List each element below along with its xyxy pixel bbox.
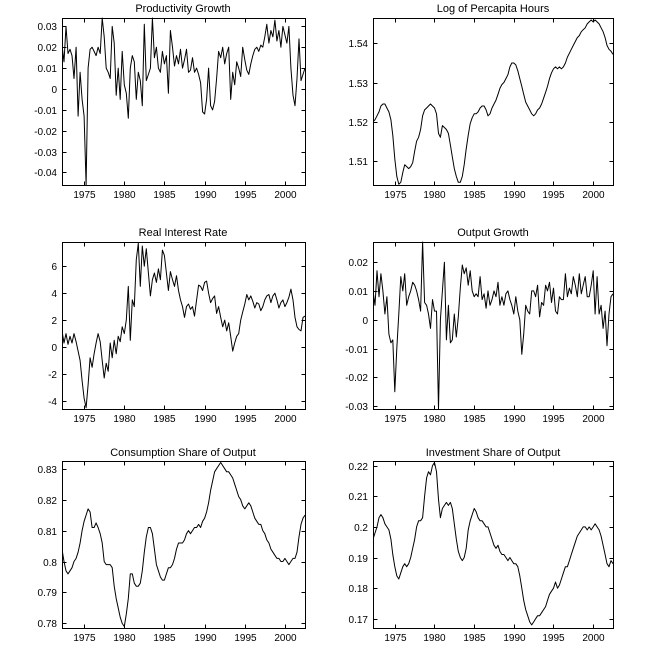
y-tick-label: 4 (51, 289, 57, 300)
x-tick-label: 1985 (153, 633, 176, 644)
data-line (62, 243, 305, 407)
chart-title: Productivity Growth (135, 3, 231, 15)
y-tick-label: 0.01 (348, 287, 368, 298)
output-growth-chart (330, 224, 660, 448)
consumption-share-chart (0, 448, 330, 672)
subplot-output-growth (330, 224, 660, 448)
chart-title: Real Interest Rate (138, 227, 228, 239)
x-tick-label: 1980 (113, 414, 136, 425)
y-tick-label: 1.54 (348, 39, 368, 50)
y-tick-label: -4 (48, 397, 57, 408)
y-tick-label: 0.2 (354, 523, 368, 534)
y-tick-label: 0 (51, 343, 57, 354)
real-interest-rate-chart (0, 224, 330, 448)
y-tick-label: 0.78 (37, 619, 57, 630)
y-tick-label: 0 (362, 316, 368, 327)
x-tick-label: 1980 (423, 190, 446, 201)
y-tick-label: 0.79 (37, 588, 57, 599)
x-tick-label: 1995 (234, 633, 257, 644)
y-tick-label: 1.51 (348, 157, 368, 168)
y-tick-label: -0.04 (34, 168, 57, 179)
x-tick-label: 1980 (423, 633, 446, 644)
x-tick-label: 1995 (542, 190, 565, 201)
x-tick-label: 1975 (384, 633, 407, 644)
y-tick-label: 0.22 (348, 462, 368, 473)
y-tick-label: 0.83 (37, 465, 57, 476)
x-tick-label: 1980 (113, 633, 136, 644)
y-tick-label: 0.03 (37, 22, 57, 33)
axes (374, 243, 614, 410)
axes (63, 243, 306, 410)
chart-title: Output Growth (457, 227, 529, 239)
x-tick-label: 1985 (153, 190, 176, 201)
x-tick-label: 2000 (582, 633, 605, 644)
y-tick-label: 0.01 (37, 64, 57, 75)
y-tick-label: -0.02 (34, 127, 57, 138)
x-tick-label: 1975 (73, 633, 96, 644)
y-tick-label: -0.01 (34, 106, 57, 117)
y-tick-label: -2 (48, 370, 57, 381)
y-tick-label: -0.03 (345, 402, 368, 413)
x-tick-label: 1975 (73, 414, 96, 425)
subplot-investment-share (330, 448, 660, 672)
y-tick-label: 0.81 (37, 527, 57, 538)
y-tick-label: -0.02 (345, 373, 368, 384)
x-tick-label: 1995 (234, 190, 257, 201)
x-tick-label: 2000 (582, 190, 605, 201)
y-tick-label: 0.02 (37, 43, 57, 54)
subplot-consumption-share (0, 448, 330, 672)
x-tick-label: 1995 (542, 414, 565, 425)
x-tick-label: 1995 (542, 633, 565, 644)
data-line (62, 18, 305, 185)
chart-title: Consumption Share of Output (110, 448, 256, 459)
axis-ticks (374, 19, 614, 186)
x-tick-label: 1990 (194, 633, 217, 644)
x-tick-label: 1990 (194, 190, 217, 201)
x-tick-label: 1985 (463, 414, 486, 425)
chart-title: Log of Percapita Hours (436, 3, 550, 15)
plot-box (374, 243, 614, 410)
subplot-productivity-growth (0, 0, 330, 224)
y-tick-label: 1.52 (348, 118, 368, 129)
x-tick-label: 1995 (234, 414, 257, 425)
subplot-real-interest-rate (0, 224, 330, 448)
x-tick-label: 2000 (582, 414, 605, 425)
y-tick-label: 0.18 (348, 584, 368, 595)
x-tick-label: 2000 (274, 414, 297, 425)
axes (374, 19, 614, 186)
x-tick-label: 1980 (423, 414, 446, 425)
y-tick-label: 0 (51, 85, 57, 96)
x-tick-label: 1975 (73, 190, 96, 201)
data-line (373, 463, 613, 625)
x-tick-label: 1975 (384, 190, 407, 201)
subplot-log-percapita-hours (330, 0, 660, 224)
y-tick-label: 2 (51, 316, 57, 327)
y-tick-label: 0.82 (37, 496, 57, 507)
y-tick-label: 6 (51, 262, 57, 273)
chart-title: Investment Share of Output (425, 448, 561, 459)
data-line (373, 242, 613, 409)
y-tick-label: 0.19 (348, 554, 368, 565)
x-tick-label: 1985 (463, 633, 486, 644)
x-tick-label: 1975 (384, 414, 407, 425)
x-tick-label: 2000 (274, 633, 297, 644)
x-tick-label: 1990 (503, 414, 526, 425)
y-tick-label: -0.01 (345, 345, 368, 356)
productivity-growth-chart (0, 0, 330, 224)
log-percapita-hours-chart (330, 0, 660, 224)
axis-ticks (63, 243, 306, 410)
y-tick-label: 0.8 (43, 558, 57, 569)
plot-box (374, 19, 614, 186)
y-tick-label: 0.02 (348, 258, 368, 269)
x-tick-label: 1990 (503, 190, 526, 201)
investment-share-chart (330, 448, 660, 672)
x-tick-label: 1980 (113, 190, 136, 201)
data-line (373, 20, 613, 184)
x-tick-label: 1990 (503, 633, 526, 644)
x-tick-label: 1985 (153, 414, 176, 425)
y-tick-label: 0.17 (348, 615, 368, 626)
x-tick-label: 1985 (463, 190, 486, 201)
data-line (62, 463, 305, 627)
y-tick-label: -0.03 (34, 148, 57, 159)
x-tick-label: 2000 (274, 190, 297, 201)
y-tick-label: 1.53 (348, 79, 368, 90)
x-tick-label: 1990 (194, 414, 217, 425)
y-tick-label: 0.21 (348, 492, 368, 503)
axis-ticks (374, 243, 614, 410)
plot-box (63, 243, 306, 410)
